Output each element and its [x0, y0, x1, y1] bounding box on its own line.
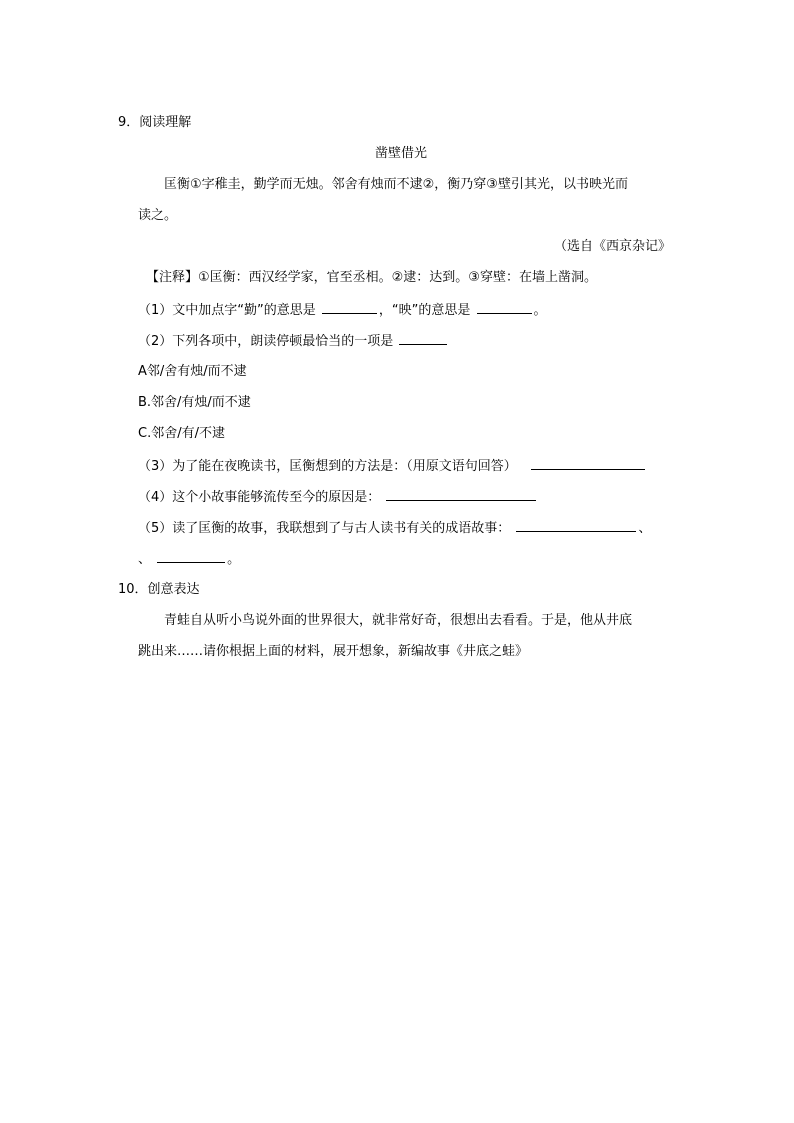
sub-question-1 [138, 301, 547, 319]
sub-question-5-line2-prefix: 、 [138, 552, 152, 567]
sub-question-5-text: （5）读了匡衡的故事，我联想到了与古人读书有关的成语故事： [138, 521, 511, 536]
q10-line-1: 青蛙自从听小鸟说外面的世界很大，就非常好奇，很想出去看看。于是，他从井底 [164, 613, 633, 628]
sub-question-1-prefix: （1）文中加点字“勤”的意思是 [138, 303, 316, 318]
sub-question-4 [138, 488, 538, 506]
answer-blank-q4[interactable] [386, 488, 536, 501]
passage-title: 凿壁借光 [374, 146, 427, 161]
sub-question-3-text: （3）为了能在夜晚读书，匡衡想到的方法是：（用原文语句回答） [138, 459, 517, 474]
option-c: C.邻舍/有/不逮 [138, 426, 225, 441]
sub-question-1-middle: ，“映”的意思是 [378, 303, 471, 318]
option-a: A邻/舍有烛/而不逮 [138, 364, 247, 379]
passage-source: （选自《西京杂记》 [553, 239, 671, 254]
passage-line-2: 读之。 [138, 208, 178, 223]
option-b: B.邻舍/有烛/而不逮 [138, 395, 251, 410]
sub-question-2 [138, 332, 449, 350]
answer-blank-q5-1[interactable] [516, 519, 636, 532]
sub-question-5-line2-suffix: 。 [227, 552, 241, 567]
answer-blank-q2[interactable] [399, 332, 447, 345]
passage-line-1: 匡衡①字稚圭，勤学而无烛。邻舍有烛而不逮②，衡乃穿③壁引其光，以书映光而 [164, 177, 628, 192]
answer-blank-ying[interactable] [477, 301, 532, 314]
sub-question-4-text: （4）这个小故事能够流传至今的原因是： [138, 490, 381, 505]
sub-question-1-suffix: 。 [533, 303, 547, 318]
passage-notes: 【注释】①匡衡：西汉经学家，官至丞相。②逮：达到。③穿壁：在墙上凿洞。 [146, 270, 597, 285]
answer-blank-q3[interactable] [531, 457, 645, 470]
sub-question-5-line2 [138, 550, 240, 568]
q10-line-2: 跳出来……请你根据上面的材料，展开想象，新编故事《井底之蛙》 [138, 644, 529, 659]
sub-question-5-sep: 、 [638, 521, 652, 536]
sub-question-5 [138, 519, 651, 537]
sub-question-3 [138, 457, 647, 475]
answer-blank-qin[interactable] [322, 301, 377, 314]
answer-blank-q5-2[interactable] [157, 550, 225, 563]
q9-heading: 9．阅读理解 [118, 115, 192, 130]
q10-heading: 10．创意表达 [118, 582, 200, 597]
sub-question-2-text: （2）下列各项中，朗读停顿最恰当的一项是 [138, 334, 394, 349]
